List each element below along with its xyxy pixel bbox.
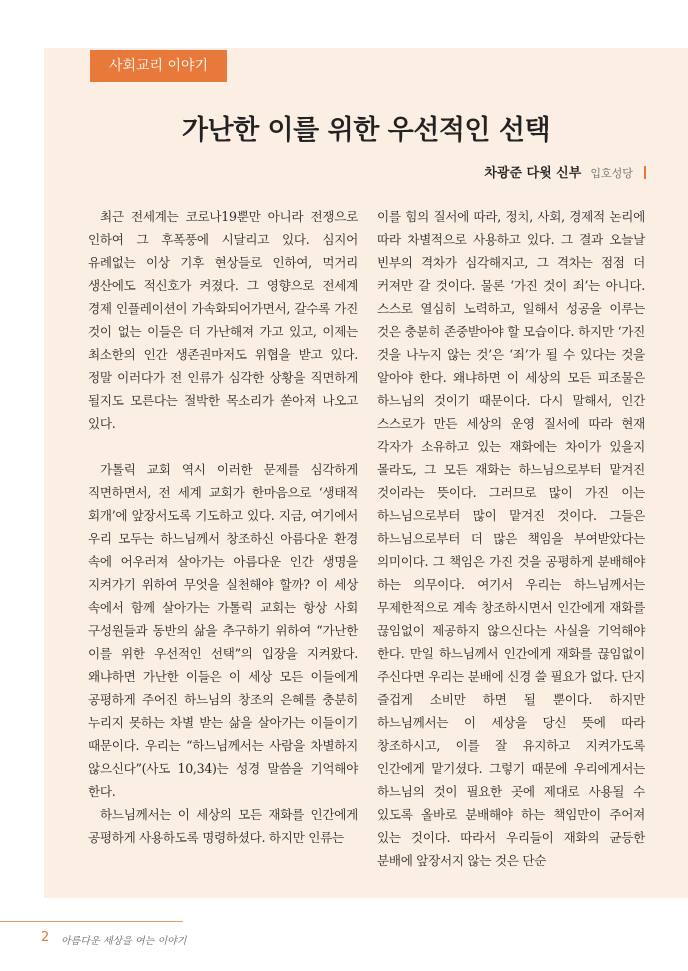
footer-divider [0, 921, 183, 922]
article-title: 가난한 이를 위한 우선적인 선택 [181, 115, 551, 146]
section-tag: 사회교리 이야기 [90, 50, 227, 82]
paragraph: 가톨릭 교회 역시 이러한 문제를 심각하게 직면하면서, 전 세계 교회가 한마음으로 ‘생태적 회개’에 앞장서도록 기도하고 있다. 지금, 여기에서 우리 모두는 하느님께서 창조하신 아름다운 환경 속에 어우러져 살아가는 아름다운 인간 생명을 지켜가기 위하여 무엇을 실천해야 할까? 이 세상 속에서 함께 살아가는 가톨릭 교회는 항상 사회 구성원들과 동반의 삶을 추구하기 위하여 “가난한 이를 위한 우선적인 선택”의 입장을 지켜왔다. 왜냐하면 가난한 이들은 이 세상 모든 이들에게 공평하게 주어진 하느님의 창조의 은혜를 충분히 누리지 못하는 차별 받는 삶을 살아가는 이들이기 때문이다. 우리는 “하느님께서는 사람을 차별하지 않으신다”(사도 10,34)는 성경 말씀을 기억해야 한다. [88, 462, 358, 799]
footer-publication-title: 아름다운 세상을 여는 이야기 [61, 936, 187, 947]
page-number: 2 [41, 930, 50, 945]
paragraph: 하느님께서는 이 세상의 모든 재화를 인간에게 공평하게 사용하도록 명령하셨다. 하지만 인류는 [88, 807, 358, 845]
byline [484, 162, 646, 181]
right-column [377, 205, 645, 872]
author-name: 차광준 다윗 신부 [484, 166, 582, 181]
left-column [88, 205, 358, 849]
paragraph: 이를 힘의 질서에 따라, 정치, 사회, 경제적 논리에 따라 차별적으로 사용하고 있다. 그 결과 오늘날 빈부의 격차가 심각해지고, 그 격차는 점점 더 커져만 갈 것이다. 물론 ‘가진 것이 죄’는 아니다. 스스로 열심히 노력하고, 일해서 성공을 이루는 것은 충분히 존중받아야 할 모습이다. 하지만 ‘가진 것을 나누지 않는 것’은 ‘죄’가 될 수 있다는 것을 알아야 한다. 왜냐하면 이 세상의 모든 피조물은 하느님의 것이기 때문이다. 다시 말해서, 인간 스스로가 만든 세상의 운영 질서에 따라 현재 각자가 소유하고 있는 재화에는 차이가 있을지 몰라도, 그 모든 재화는 하느님으로부터 맡겨진 것이라는 뜻이다. 그러므로 많이 가진 이는 하느님으로부터 많이 맡겨진 것이다. 그들은 하느님으로부터 더 많은 책임을 부여받았다는 의미이다. 그 책임은 가진 것을 공평하게 분배해야 하는 의무이다. 여기서 우리는 하느님께서는 무제한적으로 계속 창조하시면서 인간에게 재화를 끊임없이 제공하지 않으신다는 사실을 기억해야 한다. 만일 하느님께서 인간에게 재화를 끊임없이 주신다면 우리는 분배에 신경 쓸 필요가 없다. 단지 즐겁게 소비만 하면 될 뿐이다. 하지만 하느님께서는 이 세상을 당신 뜻에 따라 창조하시고, 이를 잘 유지하고 지켜가도록 인간에게 맡기셨다. 그렇기 때문에 우리에게서는 하느님의 것이 필요한 곳에 제대로 사용될 수 있도록 올바로 분배해야 하는 책임만이 주어져 있는 것이다. 따라서 우리들이 재화의 균등한 분배에 앞장서지 않는 것은 단순 [377, 209, 645, 868]
byline-accent-bar [644, 166, 646, 179]
paragraph: 최근 전세계는 코로나19뿐만 아니라 전쟁으로 인하여 그 후폭풍에 시달리고 있다. 심지어 유례없는 이상 기후 현상들로 인하여, 먹거리 생산에도 적신호가 켜졌다. 그 영향으로 전세계 경제 인플레이션이 가속화되어가면서, 갈수록 가진 것이 없는 이들은 더 가난해져 가고 있고, 이제는 최소한의 인간 생존권마저도 위협을 받고 있다. 정말 이러다가 전 인류가 심각한 상황을 직면하게 될지도 모른다는 절박한 목소리가 쏟아져 나오고 있다. [88, 209, 358, 431]
author-parish: 입호성당 [590, 167, 633, 180]
